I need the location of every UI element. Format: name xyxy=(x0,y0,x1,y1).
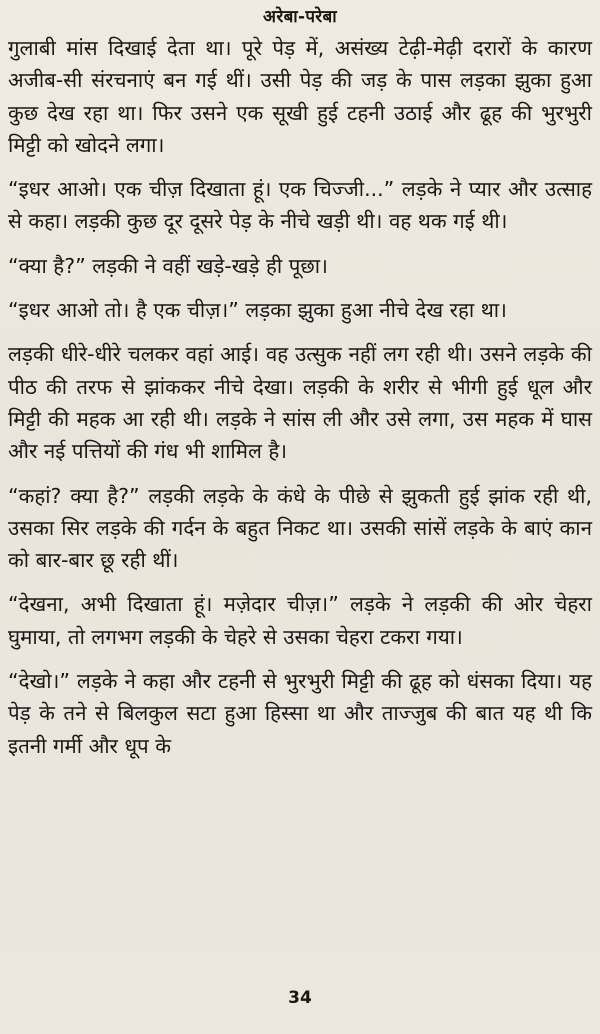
paragraph: “इधर आओ। एक चीज़ दिखाता हूं। एक चिज्जी...” लड़के ने प्यार और उत्साह से कहा। लड़की कुछ दूर दूसरे पेड़ के नीचे खड़ी थी। वह थक गई थी। xyxy=(8,177,592,234)
paragraph: “देखो।” लड़के ने कहा और टहनी से भुरभुरी मिट्टी की ढूह को धंसका दिया। यह पेड़ के तने से बिलकुल सटा हुआ हिस्सा था और ताज्जुब की बात यह थी कि इतनी गर्मी और धूप के xyxy=(8,669,592,758)
paragraph: “क्या है?” लड़की ने वहीं खड़े-खड़े ही पूछा। xyxy=(8,253,328,278)
paragraph: “देखना, अभी दिखाता हूं। मज़ेदार चीज़।” लड़के ने लड़की की ओर चेहरा घुमाया, तो लगभग लड़की के चेहरे से उसका चेहरा टकरा गया। xyxy=(8,592,592,649)
paragraph: “इधर आओ तो। है एक चीज़।” लड़का झुका हुआ नीचे देख रहा था। xyxy=(8,298,507,323)
body-text xyxy=(8,32,592,774)
paragraph: लड़की धीरे-धीरे चलकर वहां आई। वह उत्सुक नहीं लग रही थी। उसने लड़के की पीठ की तरफ से झांककर नीचे देखा। लड़की के शरीर से भीगी हुई धूल और मिट्टी की महक आ रही थी। लड़के ने सांस ली और उसे लगा, उस महक में घास और नई पत्तियों की गंध भी शामिल है। xyxy=(8,342,592,464)
paragraph: “कहां? क्या है?” लड़की लड़के के कंधे के पीछे से झुकती हुई झांक रही थी, उसका सिर लड़के की गर्दन के बहुत निकट था। उसकी सांसें लड़के के बाएं कान को बार-बार छू रही थीं। xyxy=(8,483,592,573)
page-number: 34 xyxy=(288,988,312,1008)
paragraph: गुलाबी मांस दिखाई देता था। पूरे पेड़ में, असंख्य टेढ़ी-मेढ़ी दरारों के कारण अजीब-सी संरचनाएं बन गई थीं। उसी पेड़ की जड़ के पास लड़का झुका हुआ कुछ देख रहा था। फिर उसने एक सूखी हुई टहनी उठाई और ढूह की भुरभुरी मिट्टी को खोदने लगा। xyxy=(8,36,592,157)
running-header: अरेबा-परेबा xyxy=(263,7,337,27)
